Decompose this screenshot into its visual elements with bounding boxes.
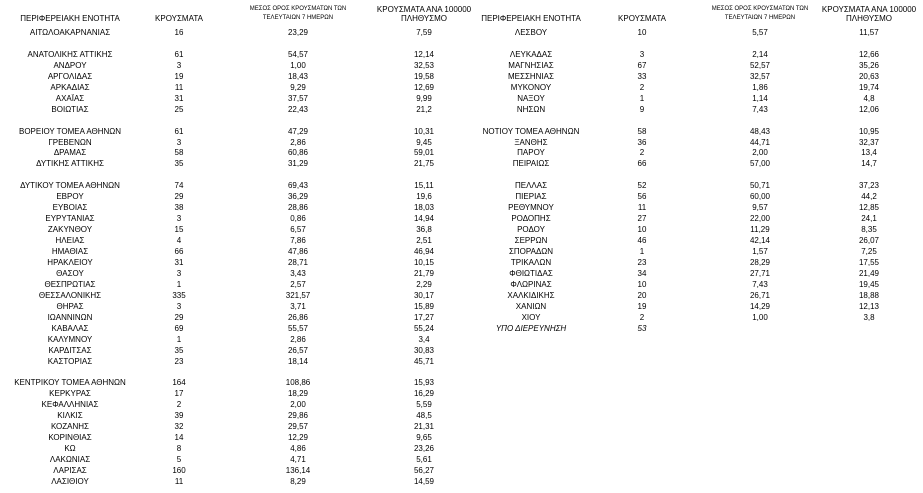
cell-name: ΑΝΑΤΟΛΙΚΗΣ ΑΤΤΙΚΗΣ <box>27 49 113 59</box>
cell-per: 10,31 <box>413 126 435 136</box>
cell-name: ΘΑΣΟΥ <box>56 268 84 278</box>
cell-per: 12,13 <box>858 301 880 311</box>
cell-cases: 16 <box>174 28 184 37</box>
cell-avg: 28,29 <box>749 257 771 267</box>
cell-name: ΗΜΑΘΙΑΣ <box>51 247 89 256</box>
cell-cases: 53 <box>637 323 647 333</box>
cell-cases: 20 <box>637 290 647 300</box>
cell-avg: 28,71 <box>287 257 309 267</box>
cell-avg: 18,43 <box>287 71 309 81</box>
cell-per: 21,49 <box>858 268 880 278</box>
cell-name: ΠΕΛΛΑΣ <box>514 181 548 191</box>
cell-cases: 9 <box>639 104 645 114</box>
cell-cases: 31 <box>174 257 184 267</box>
left-header-cases: ΚΡΟΥΣΜΑΤΑ <box>155 14 203 23</box>
cell-cases: 66 <box>174 247 184 256</box>
cell-per: 3,4 <box>418 334 430 344</box>
cell-per: 35,26 <box>858 60 880 70</box>
cell-name: ΤΡΙΚΑΛΩΝ <box>510 257 552 267</box>
cell-avg: 26,86 <box>287 312 309 322</box>
cell-per: 10,15 <box>413 257 435 267</box>
cell-name: ΚΕΦΑΛΛΗΝΙΑΣ <box>41 400 99 410</box>
cell-cases: 19 <box>174 71 184 81</box>
cell-cases: 67 <box>637 60 647 70</box>
cell-avg: 29,86 <box>287 411 309 421</box>
cell-per: 59,01 <box>413 148 435 158</box>
cell-cases: 46 <box>637 236 647 246</box>
cell-avg: 2,14 <box>752 49 768 59</box>
cell-cases: 35 <box>174 345 184 355</box>
cell-cases: 10 <box>637 279 647 289</box>
cell-avg: 18,14 <box>287 356 309 366</box>
cell-per: 19,45 <box>858 279 880 289</box>
cell-avg: 108,86 <box>285 378 311 388</box>
cell-cases: 33 <box>637 71 647 81</box>
cell-avg: 321,57 <box>285 290 311 300</box>
cell-cases: 32 <box>174 422 184 432</box>
cell-name: ΚΟΖΑΝΗΣ <box>50 422 90 432</box>
cell-avg: 23,29 <box>287 28 309 37</box>
cell-per: 21,31 <box>413 422 435 432</box>
cell-cases: 3 <box>176 301 182 311</box>
cell-name: ΑΡΓΟΛΙΔΑΣ <box>47 71 93 81</box>
cell-name: ΜΑΓΝΗΣΙΑΣ <box>508 60 554 70</box>
cell-avg: 52,57 <box>749 60 771 70</box>
cell-per: 12,85 <box>858 203 880 213</box>
cell-avg: 11,29 <box>750 225 770 235</box>
cell-per: 21,2 <box>416 104 432 114</box>
cell-cases: 1 <box>176 279 182 289</box>
cell-cases: 160 <box>172 466 186 475</box>
cell-cases: 29 <box>174 192 184 202</box>
cell-cases: 66 <box>637 159 647 169</box>
cell-name: ΦΘΙΩΤΙΔΑΣ <box>509 268 553 278</box>
cell-name: ΕΒΡΟΥ <box>56 192 84 202</box>
cell-per: 14,7 <box>861 159 877 169</box>
cell-avg: 55,57 <box>287 323 309 333</box>
cell-name: ΕΥΒΟΙΑΣ <box>52 203 88 213</box>
cell-per: 9,45 <box>416 137 432 147</box>
cell-avg: 0,86 <box>290 214 306 224</box>
cell-name: ΧΑΛΚΙΔΙΚΗΣ <box>507 290 555 300</box>
cell-avg: 48,43 <box>749 126 771 136</box>
cell-avg: 6,57 <box>290 225 306 235</box>
right-header-avg: ΜΕΣΟΣ ΟΡΟΣ ΚΡΟΥΣΜΑΤΩΝ ΤΩΝ ΤΕΛΕΥΤΑΙΩΝ 7 ΗΜΕΡΩΝ <box>711 6 809 21</box>
cell-name: ΓΡΕΒΕΝΩΝ <box>48 137 92 147</box>
cell-avg: 2,57 <box>290 279 306 289</box>
cell-cases: 14 <box>174 433 184 443</box>
cell-name: ΜΕΣΣΗΝΙΑΣ <box>508 71 554 81</box>
cell-cases: 58 <box>174 148 184 158</box>
cell-per: 20,63 <box>858 71 880 81</box>
cell-avg: 2,86 <box>290 137 306 147</box>
cell-name: ΗΡΑΚΛΕΙΟΥ <box>47 257 93 267</box>
cell-per: 10,95 <box>858 126 880 136</box>
cell-avg: 31,29 <box>287 159 309 169</box>
cell-cases: 69 <box>174 323 184 333</box>
cell-name: ΘΗΡΑΣ <box>56 301 84 311</box>
cell-name: ΙΩΑΝΝΙΝΩΝ <box>47 312 93 322</box>
cell-avg: 136,14 <box>285 466 311 475</box>
cell-name: ΔΡΑΜΑΣ <box>53 148 87 158</box>
cell-avg: 69,43 <box>287 181 309 191</box>
cell-cases: 56 <box>637 192 647 202</box>
cell-avg: 2,86 <box>290 334 306 344</box>
cell-per: 2,51 <box>416 236 432 246</box>
cell-avg: 9,57 <box>752 203 768 213</box>
cell-name: ΝΗΣΩΝ <box>516 104 546 114</box>
cell-name: ΜΥΚΟΝΟΥ <box>510 82 552 92</box>
cell-avg: 1,86 <box>752 82 768 92</box>
cell-per: 9,99 <box>416 93 432 103</box>
cell-name: ΛΑΚΩΝΙΑΣ <box>49 455 91 465</box>
cell-cases: 2 <box>176 400 182 410</box>
cell-name: ΑΝΔΡΟΥ <box>53 60 87 70</box>
cell-name: ΚΑΣΤΟΡΙΑΣ <box>47 356 93 366</box>
cell-name: ΡΟΔΟΠΗΣ <box>511 214 551 224</box>
cell-avg: 1,57 <box>752 247 768 256</box>
cell-cases: 27 <box>637 214 647 224</box>
cell-per: 45,71 <box>413 356 435 366</box>
cell-avg: 2,00 <box>290 400 306 410</box>
cell-avg: 36,29 <box>287 192 309 202</box>
cell-avg: 1,00 <box>752 312 768 322</box>
cell-avg: 1,00 <box>290 60 306 70</box>
cell-avg: 7,43 <box>752 104 768 114</box>
cell-per: 12,66 <box>858 49 880 59</box>
right-header-region: ΠΕΡΙΦΕΡΕΙΑΚΗ ΕΝΟΤΗΤΑ <box>481 14 581 23</box>
cell-avg: 12,29 <box>287 433 309 443</box>
cell-cases: 19 <box>637 301 647 311</box>
cell-avg: 18,29 <box>287 389 309 399</box>
cell-cases: 15 <box>174 225 184 235</box>
left-header-avg: ΜΕΣΟΣ ΟΡΟΣ ΚΡΟΥΣΜΑΤΩΝ ΤΩΝ ΤΕΛΕΥΤΑΙΩΝ 7 ΗΜΕΡΩΝ <box>249 6 347 21</box>
cell-cases: 1 <box>639 247 645 256</box>
cell-cases: 11 <box>637 203 647 213</box>
cell-avg: 47,29 <box>287 126 309 136</box>
cell-per: 55,24 <box>413 323 435 333</box>
cell-per: 16,29 <box>413 389 435 399</box>
cell-per: 48,5 <box>416 411 432 421</box>
cell-name: ΛΑΣΙΘΙΟΥ <box>51 476 89 486</box>
cell-cases: 74 <box>174 181 184 191</box>
cell-name: ΒΟΡΕΙΟΥ ΤΟΜΕΑ ΑΘΗΝΩΝ <box>18 126 122 136</box>
cell-per: 18,03 <box>413 203 435 213</box>
cell-avg: 60,86 <box>287 148 309 158</box>
cell-per: 17,55 <box>858 257 880 267</box>
cell-name: ΧΙΟΥ <box>521 312 541 322</box>
cell-cases: 5 <box>176 455 182 465</box>
cell-cases: 61 <box>174 126 184 136</box>
cell-cases: 2 <box>639 148 645 158</box>
cell-name: ΑΧΑΪΑΣ <box>55 93 85 103</box>
cell-per: 21,79 <box>413 268 435 278</box>
cell-per: 21,75 <box>413 159 435 169</box>
cell-cases: 3 <box>176 60 182 70</box>
cell-per: 12,69 <box>413 82 435 92</box>
cell-per: 14,94 <box>413 214 435 224</box>
cell-name: ΚΕΝΤΡΙΚΟΥ ΤΟΜΕΑ ΑΘΗΝΩΝ <box>14 378 126 388</box>
cell-avg: 26,71 <box>749 290 771 300</box>
cell-per: 15,11 <box>414 181 434 191</box>
cell-avg: 5,57 <box>752 28 768 37</box>
cell-per: 19,6 <box>416 192 432 202</box>
cell-avg: 42,14 <box>749 236 771 246</box>
cell-per: 36,8 <box>416 225 432 235</box>
cell-cases: 23 <box>637 257 647 267</box>
cell-avg: 7,43 <box>752 279 768 289</box>
cell-name: ΚΕΡΚΥΡΑΣ <box>49 389 91 399</box>
cell-per: 32,37 <box>858 137 880 147</box>
cell-per: 3,8 <box>863 312 875 322</box>
cell-cases: 36 <box>637 137 647 147</box>
cell-name: ΚΙΛΚΙΣ <box>57 411 83 421</box>
cell-cases: 38 <box>174 203 184 213</box>
cell-name: ΣΠΟΡΑΔΩΝ <box>508 247 554 256</box>
cell-name: ΥΠΟ ΔΙΕΡΕΥΝΗΣΗ <box>495 323 567 333</box>
cell-name: ΠΕΙΡΑΙΩΣ <box>512 159 550 169</box>
cell-avg: 60,00 <box>749 192 771 202</box>
cell-per: 14,59 <box>413 476 435 486</box>
cell-per: 18,88 <box>858 290 880 300</box>
left-header-region: ΠΕΡΙΦΕΡΕΙΑΚΗ ΕΝΟΤΗΤΑ <box>20 14 120 23</box>
cell-avg: 57,00 <box>749 159 771 169</box>
cell-cases: 3 <box>176 137 182 147</box>
cell-cases: 39 <box>174 411 184 421</box>
cell-cases: 11 <box>174 82 184 92</box>
cell-cases: 335 <box>172 290 186 300</box>
cell-per: 30,17 <box>413 290 435 300</box>
cell-avg: 3,43 <box>290 268 306 278</box>
cell-cases: 25 <box>174 104 184 114</box>
cell-per: 12,06 <box>858 104 880 114</box>
cell-cases: 3 <box>176 214 182 224</box>
cell-cases: 1 <box>176 334 182 344</box>
cell-cases: 2 <box>639 82 645 92</box>
cell-avg: 44,71 <box>749 137 771 147</box>
cell-name: ΛΕΣΒΟΥ <box>514 28 548 37</box>
cell-name: ΚΑΒΑΛΑΣ <box>51 323 89 333</box>
cell-name: ΚΑΛΥΜΝΟΥ <box>47 334 93 344</box>
cell-per: 15,93 <box>413 378 435 388</box>
cell-avg: 29,57 <box>287 422 309 432</box>
cell-avg: 9,29 <box>290 82 306 92</box>
cell-name: ΡΟΔΟΥ <box>517 225 545 235</box>
cell-name: ΔΥΤΙΚΗΣ ΑΤΤΙΚΗΣ <box>36 159 104 169</box>
cell-avg: 47,86 <box>287 247 309 256</box>
cell-name: ΒΟΙΩΤΙΑΣ <box>51 104 89 114</box>
cell-cases: 3 <box>176 268 182 278</box>
cell-per: 9,65 <box>416 433 432 443</box>
cell-name: ΝΟΤΙΟΥ ΤΟΜΕΑ ΑΘΗΝΩΝ <box>482 126 580 136</box>
cell-name: ΔΥΤΙΚΟΥ ΤΟΜΕΑ ΑΘΗΝΩΝ <box>20 181 120 191</box>
cell-name: ΚΩ <box>64 444 76 454</box>
cell-per: 8,35 <box>861 225 877 235</box>
cell-name: ΧΑΝΙΩΝ <box>515 301 547 311</box>
cell-name: ΚΑΡΔΙΤΣΑΣ <box>48 345 92 355</box>
cell-avg: 4,86 <box>290 444 306 454</box>
left-header-per100k: ΚΡΟΥΣΜΑΤΑ ΑΝΑ 100000 ΠΛΗΘΥΣΜΟ <box>376 5 472 23</box>
cell-per: 15,89 <box>413 301 435 311</box>
cell-name: ΛΑΡΙΣΑΣ <box>53 466 87 475</box>
cell-cases: 23 <box>174 356 184 366</box>
cell-avg: 1,14 <box>752 93 768 103</box>
cell-per: 56,27 <box>413 466 435 475</box>
cell-avg: 50,71 <box>749 181 771 191</box>
cell-name: ΚΟΡΙΝΘΙΑΣ <box>48 433 92 443</box>
cell-per: 2,29 <box>416 279 432 289</box>
cell-cases: 17 <box>174 389 184 399</box>
cell-name: ΠΙΕΡΙΑΣ <box>515 192 547 202</box>
cell-cases: 10 <box>637 28 647 37</box>
cell-cases: 61 <box>174 49 184 59</box>
cell-name: ΘΕΣΣΑΛΟΝΙΚΗΣ <box>38 290 102 300</box>
cell-cases: 8 <box>176 444 182 454</box>
cell-avg: 32,57 <box>749 71 771 81</box>
cell-avg: 54,57 <box>287 49 309 59</box>
cell-per: 24,1 <box>861 214 877 224</box>
cell-cases: 164 <box>172 378 186 388</box>
cell-name: ΞΑΝΘΗΣ <box>514 137 548 147</box>
cell-per: 46,94 <box>413 247 435 256</box>
cell-per: 30,83 <box>413 345 435 355</box>
cell-avg: 8,29 <box>290 476 306 486</box>
cell-cases: 29 <box>174 312 184 322</box>
cell-name: ΠΑΡΟΥ <box>517 148 545 158</box>
cell-per: 37,23 <box>858 181 880 191</box>
cell-name: ΑΡΚΑΔΙΑΣ <box>50 82 90 92</box>
cell-avg: 2,00 <box>752 148 768 158</box>
cell-cases: 35 <box>174 159 184 169</box>
cell-per: 7,25 <box>861 247 877 256</box>
cell-per: 7,59 <box>416 28 432 37</box>
cell-per: 17,27 <box>413 312 435 322</box>
cell-name: ΖΑΚΥΝΘΟΥ <box>47 225 93 235</box>
cell-per: 19,58 <box>413 71 435 81</box>
cell-per: 13,4 <box>861 148 877 158</box>
cell-per: 19,74 <box>858 82 880 92</box>
cell-name: ΣΕΡΡΩΝ <box>514 236 548 246</box>
cell-name: ΛΕΥΚΑΔΑΣ <box>509 49 553 59</box>
right-header-cases: ΚΡΟΥΣΜΑΤΑ <box>618 14 666 23</box>
cell-cases: 58 <box>637 126 647 136</box>
cell-avg: 7,86 <box>290 236 306 246</box>
cell-per: 32,53 <box>413 60 435 70</box>
cell-avg: 27,71 <box>749 268 771 278</box>
cell-avg: 22,00 <box>749 214 771 224</box>
cell-per: 12,14 <box>413 49 435 59</box>
cell-per: 23,26 <box>413 444 435 454</box>
cell-avg: 26,57 <box>287 345 309 355</box>
cell-name: ΝΑΞΟΥ <box>517 93 545 103</box>
cell-avg: 3,71 <box>290 301 306 311</box>
cell-name: ΡΕΘΥΜΝΟΥ <box>508 203 554 213</box>
cell-per: 5,59 <box>416 400 432 410</box>
cell-per: 44,2 <box>861 192 877 202</box>
cell-avg: 22,43 <box>287 104 309 114</box>
cell-cases: 31 <box>174 93 184 103</box>
cell-avg: 28,86 <box>287 203 309 213</box>
cell-per: 5,61 <box>416 455 432 465</box>
cell-cases: 34 <box>637 268 647 278</box>
cell-avg: 37,57 <box>287 93 309 103</box>
cell-avg: 14,29 <box>749 301 771 311</box>
cell-cases: 11 <box>174 476 184 486</box>
cell-per: 26,07 <box>858 236 880 246</box>
right-header-per100k: ΚΡΟΥΣΜΑΤΑ ΑΝΑ 100000 ΠΛΗΘΥΣΜΟ <box>821 5 917 23</box>
cell-name: ΘΕΣΠΡΩΤΙΑΣ <box>44 279 96 289</box>
cell-name: ΕΥΡΥΤΑΝΙΑΣ <box>45 214 95 224</box>
cell-cases: 3 <box>639 49 645 59</box>
cell-cases: 1 <box>639 93 645 103</box>
cell-cases: 4 <box>176 236 182 246</box>
cell-name: ΑΙΤΩΛΟΑΚΑΡΝΑΝΙΑΣ <box>29 28 111 37</box>
cell-avg: 4,71 <box>290 455 306 465</box>
cell-name: ΗΛΕΙΑΣ <box>55 236 85 246</box>
cell-cases: 52 <box>637 181 647 191</box>
cell-per: 4,8 <box>863 93 875 103</box>
cell-cases: 2 <box>639 312 645 322</box>
cell-per: 11,57 <box>859 28 879 37</box>
cell-cases: 10 <box>637 225 647 235</box>
cell-name: ΦΛΩΡΙΝΑΣ <box>510 279 552 289</box>
